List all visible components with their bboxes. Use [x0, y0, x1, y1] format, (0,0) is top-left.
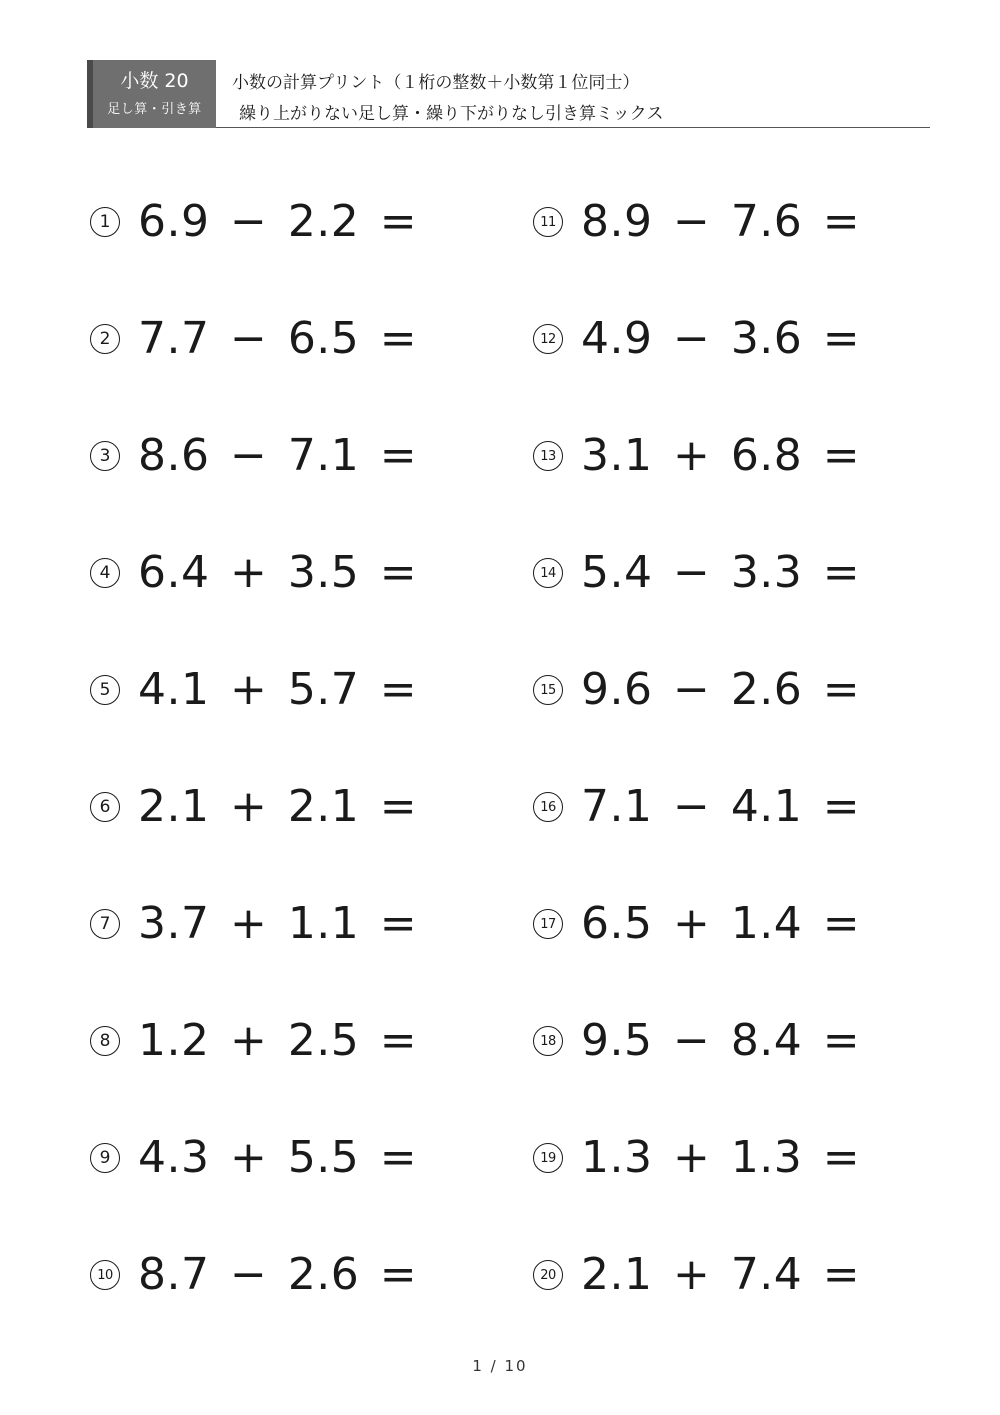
problem-expression: 8.9 − 7.6 =: [581, 196, 861, 247]
problem-number: 7: [90, 909, 120, 939]
problem-item: [90, 884, 417, 964]
problem-item: [90, 533, 417, 613]
problem-number: 4: [90, 558, 120, 588]
problem-item: [90, 767, 417, 847]
problem-item: [533, 416, 860, 496]
problem-number: 3: [90, 441, 120, 471]
problem-number: 14: [533, 558, 563, 588]
problem-expression: 6.5 + 1.4 =: [581, 898, 861, 949]
problem-item: [533, 767, 860, 847]
problem-expression: 8.6 − 7.1 =: [138, 430, 418, 481]
badge-level-label: 小数 20: [120, 70, 189, 92]
problem-item: [533, 1118, 860, 1198]
problem-expression: 5.4 − 3.3 =: [581, 547, 861, 598]
problem-item: [90, 1235, 417, 1315]
problem-item: [533, 299, 860, 379]
page-number: 1 / 10: [472, 1357, 528, 1375]
problem-number: 13: [533, 441, 563, 471]
problem-item: [533, 1235, 860, 1315]
problem-item: [90, 650, 417, 730]
problem-expression: 7.1 − 4.1 =: [581, 781, 861, 832]
problem-expression: 8.7 − 2.6 =: [138, 1249, 418, 1300]
problem-item: [533, 182, 860, 262]
problem-number: 18: [533, 1026, 563, 1056]
worksheet-title: 小数の計算プリント（１桁の整数＋小数第１位同士）: [232, 73, 640, 93]
problem-expression: 3.7 + 1.1 =: [138, 898, 418, 949]
problem-expression: 9.6 − 2.6 =: [581, 664, 861, 715]
problem-number: 12: [533, 324, 563, 354]
problem-item: [90, 416, 417, 496]
level-badge: [87, 60, 216, 128]
problem-number: 16: [533, 792, 563, 822]
problem-number: 11: [533, 207, 563, 237]
problem-number: 15: [533, 675, 563, 705]
problem-number: 1: [90, 207, 120, 237]
problem-expression: 7.7 − 6.5 =: [138, 313, 418, 364]
problem-expression: 9.5 − 8.4 =: [581, 1015, 861, 1066]
worksheet-subtitle: 繰り上がりない足し算・繰り下がりなし引き算ミックス: [239, 104, 664, 124]
problem-item: [90, 182, 417, 262]
problem-expression: 6.9 − 2.2 =: [138, 196, 418, 247]
problem-grid: [90, 162, 930, 1342]
problem-item: [90, 1001, 417, 1081]
problem-item: [533, 884, 860, 964]
problem-expression: 4.9 − 3.6 =: [581, 313, 861, 364]
problem-number: 19: [533, 1143, 563, 1173]
problem-expression: 4.1 + 5.7 =: [138, 664, 418, 715]
problem-number: 2: [90, 324, 120, 354]
problem-item: [533, 650, 860, 730]
problem-expression: 1.2 + 2.5 =: [138, 1015, 418, 1066]
problem-expression: 2.1 + 7.4 =: [581, 1249, 861, 1300]
problem-number: 20: [533, 1260, 563, 1290]
problem-item: [90, 299, 417, 379]
problem-expression: 4.3 + 5.5 =: [138, 1132, 418, 1183]
problem-expression: 1.3 + 1.3 =: [581, 1132, 861, 1183]
problem-number: 17: [533, 909, 563, 939]
problem-number: 8: [90, 1026, 120, 1056]
problem-number: 5: [90, 675, 120, 705]
badge-topic-label: 足し算・引き算: [107, 102, 202, 117]
problem-expression: 6.4 + 3.5 =: [138, 547, 418, 598]
problem-item: [533, 533, 860, 613]
problem-expression: 3.1 + 6.8 =: [581, 430, 861, 481]
problem-number: 10: [90, 1260, 120, 1290]
problem-number: 6: [90, 792, 120, 822]
problem-number: 9: [90, 1143, 120, 1173]
problem-expression: 2.1 + 2.1 =: [138, 781, 418, 832]
header-divider: [216, 127, 930, 128]
problem-item: [533, 1001, 860, 1081]
problem-item: [90, 1118, 417, 1198]
worksheet-header: [87, 60, 930, 128]
